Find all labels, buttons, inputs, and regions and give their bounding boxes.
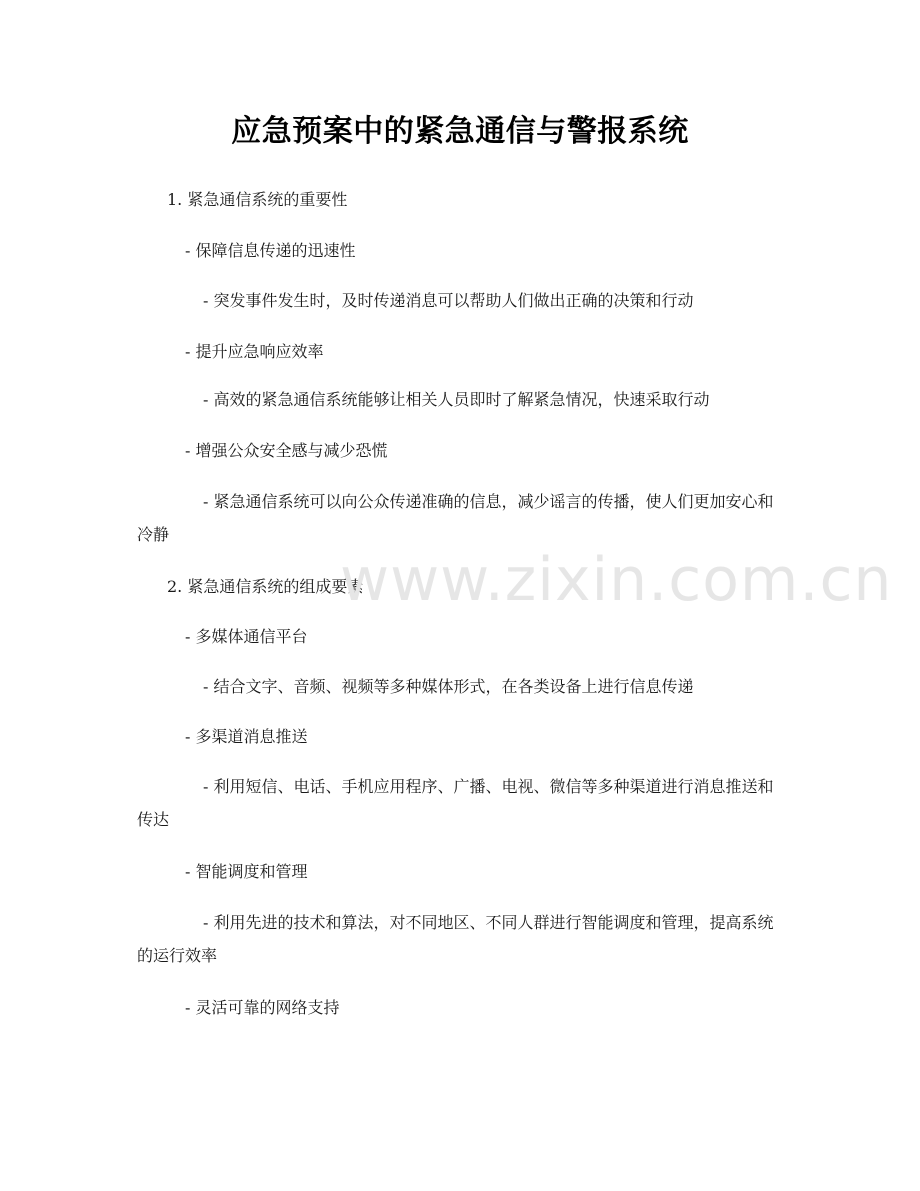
list-item: - 多渠道消息推送 <box>185 727 308 746</box>
list-item: - 智能调度和管理 <box>185 862 308 881</box>
list-item-detail: - 高效的紧急通信系统能够让相关人员即时了解紧急情况，快速采取行动 <box>203 390 710 409</box>
list-item: - 提升应急响应效率 <box>185 342 324 361</box>
list-item: - 保障信息传递的迅速性 <box>185 241 356 260</box>
list-item-detail: - 利用短信、电话、手机应用程序、广播、电视、微信等多种渠道进行消息推送和传达 <box>137 777 774 829</box>
list-item-detail: - 结合文字、音频、视频等多种媒体形式，在各类设备上进行信息传递 <box>203 677 694 696</box>
watermark: www.zixin.com.cn <box>340 545 893 615</box>
list-item: - 灵活可靠的网络支持 <box>185 998 340 1017</box>
section-heading-2: 2. 紧急通信系统的组成要素 <box>167 577 364 596</box>
list-item-detail: - 紧急通信系统可以向公众传递准确的信息，减少谣言的传播，使人们更加安心和冷静 <box>137 492 774 544</box>
section-heading-1: 1. 紧急通信系统的重要性 <box>167 190 348 209</box>
list-item-detail: - 突发事件发生时，及时传递消息可以帮助人们做出正确的决策和行动 <box>203 291 694 310</box>
document-title: 应急预案中的紧急通信与警报系统 <box>231 114 689 149</box>
list-item: - 增强公众安全感与减少恐慌 <box>185 441 388 460</box>
list-item-detail: - 利用先进的技术和算法，对不同地区、不同人群进行智能调度和管理，提高系统的运行效率 <box>137 913 774 965</box>
list-item: - 多媒体通信平台 <box>185 627 308 646</box>
